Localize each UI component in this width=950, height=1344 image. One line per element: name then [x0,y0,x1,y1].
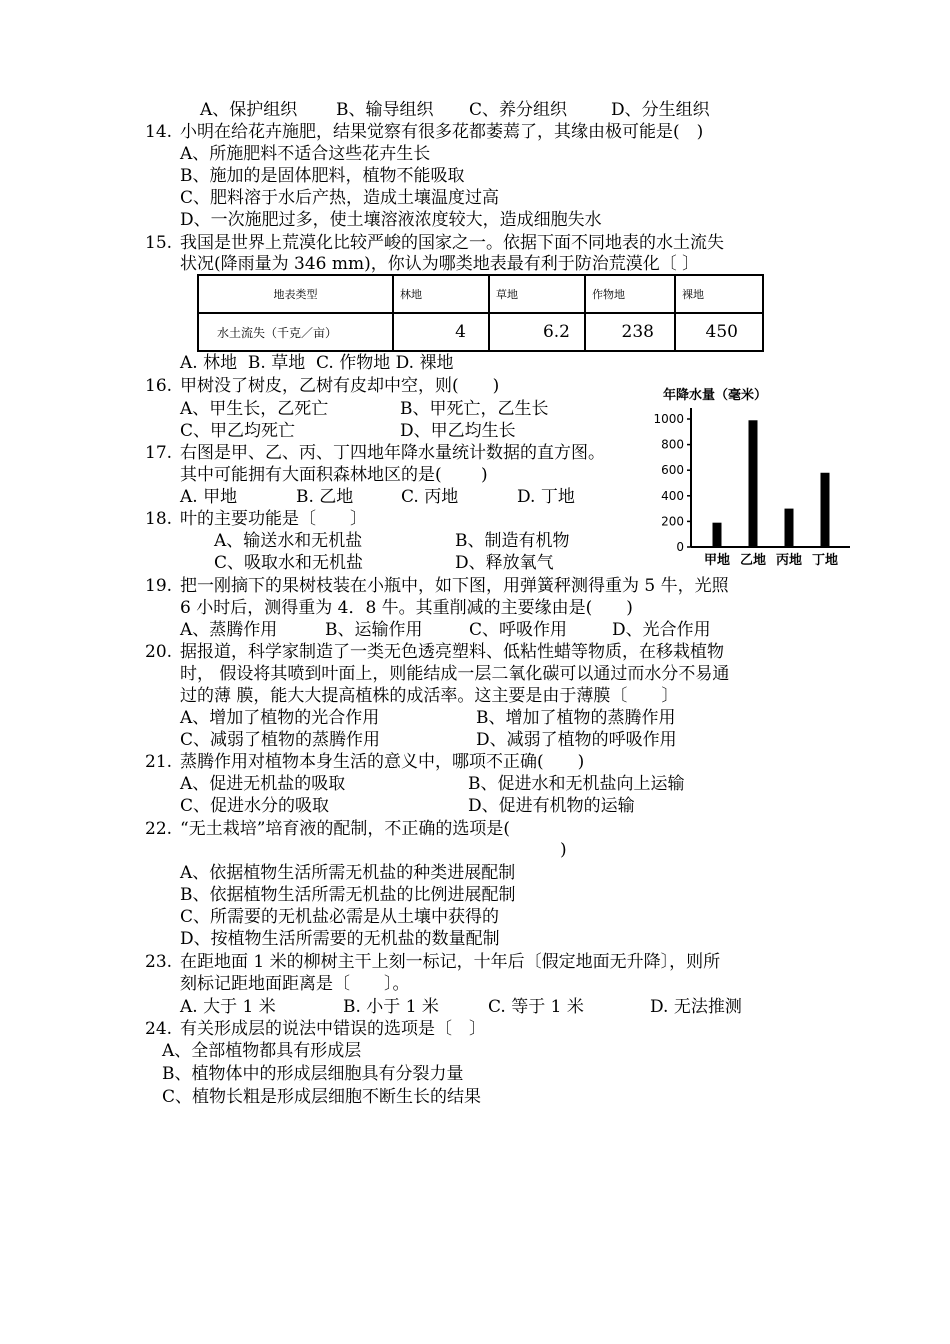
q19-option-a: A、蒸腾作用 [180,620,278,640]
q20-option-b: B、增加了植物的蒸腾作用 [476,708,676,728]
question-23-line2: 刻标记距地面距离是〔 〕。 [180,974,410,994]
chart-title: 年降水量（毫米） [663,388,768,403]
y-tick-label: 600 [661,463,684,478]
q19-option-b: B、运输作用 [325,620,423,640]
q14-option-b: B、施加的是固体肥料，植物不能吸取 [180,166,465,186]
question-23: 23. 在距地面 1 米的柳树主干上刻一标记，十年后〔假定地面无升降〕，则所 [145,952,721,972]
category-label: 丙地 [775,553,803,568]
q21-option-c: C、促进水分的吸取 [180,796,330,816]
q22-option-c: C、所需要的无机盐必需是从土壤中获得的 [180,907,500,927]
table-value-bare: 450 [675,313,763,351]
top-option-d: D、分生组织 [611,100,710,120]
bar-2 [749,420,758,547]
q24-option-b: B、植物体中的形成层细胞具有分裂力量 [162,1064,464,1084]
y-tick-label: 1000 [653,412,684,426]
q20-option-d: D、减弱了植物的呼吸作用 [476,730,677,750]
table-value-forest: 4 [393,313,489,351]
q18-option-a: A、输送水和无机盐 [214,531,363,551]
q14-option-a: A、所施肥料不适合这些花卉生长 [180,144,431,164]
category-label: 甲地 [703,553,731,568]
q14-option-d: D、一次施肥过多，使土壤溶液浓度较大，造成细胞失水 [180,210,602,230]
y-tick-label: 200 [661,514,684,529]
category-label: 乙地 [739,553,767,568]
bar-1 [713,523,722,547]
bar-group [713,420,830,547]
q22-option-b: B、依据植物生活所需无机盐的比例进展配制 [180,885,516,905]
q23-option-c: C. 等于 1 米 [488,997,584,1017]
q22-option-a: A、依据植物生活所需无机盐的种类进展配制 [180,863,516,883]
question-15: 15. 我国是世界上荒漠化比较严峻的国家之一。依据下面不同地表的水土流失 [145,233,724,253]
question-21: 21. 蒸腾作用对植物本身生活的意义中，哪项不正确( ) [145,752,585,772]
question-20-line3: 过的薄 膜，能大大提高植株的成活率。这主要是由于薄膜〔 〕 [180,686,679,706]
q21-option-a: A、促进无机盐的吸取 [180,774,346,794]
table-value-crop: 238 [585,313,675,351]
table-header-forest: 林地 [393,275,489,313]
table-header-type: 地表类型 [198,275,393,313]
q24-option-c: C、植物长粗是形成层细胞不断生长的结果 [162,1087,482,1107]
q23-option-b: B. 小于 1 米 [343,997,439,1017]
q21-option-b: B、促进水和无机盐向上运输 [468,774,685,794]
table-header-bare: 裸地 [675,275,763,313]
y-tick-label: 0 [676,540,684,554]
q17-option-a: A. 甲地 [180,487,238,507]
precipitation-chart [645,384,855,574]
bar-3 [785,509,794,547]
table-row-label: 水土流失（千克／亩） [198,313,393,351]
q17-option-d: D. 丁地 [517,487,575,507]
question-22-paren: ) [560,840,567,860]
q22-option-d: D、按植物生活所需要的无机盐的数量配制 [180,929,500,949]
table-header-crop: 作物地 [585,275,675,313]
q23-option-d: D. 无法推测 [650,997,742,1017]
top-option-a: A、保护组织 [200,100,298,120]
q20-option-a: A、增加了植物的光合作用 [180,708,380,728]
q19-option-c: C、呼吸作用 [469,620,568,640]
question-17-line2: 其中可能拥有大面积森林地区的是( ) [180,465,488,485]
q16-option-c: C、甲乙均死亡 [180,421,296,441]
category-label: 丁地 [811,553,839,568]
top-option-c: C、养分组织 [469,100,568,120]
q21-option-d: D、促进有机物的运输 [468,796,635,816]
question-14: 14. 小明在给花卉施肥，结果觉察有很多花都萎蔫了，其缘由极可能是( ) [145,122,704,142]
table-header-grass: 草地 [489,275,585,313]
question-16: 16. 甲树没了树皮，乙树有皮却中空，则( ) [145,376,500,396]
y-tick-label: 400 [661,488,684,503]
question-20: 20. 据报道，科学家制造了一类无色透亮塑料、低粘性蜡等物质，在移栽植物 [145,642,724,662]
q15-options: A. 林地 B. 草地 C. 作物地 D. 裸地 [180,353,454,373]
soil-erosion-table [197,274,764,352]
question-18: 18. 叶的主要功能是〔 〕 [145,509,367,529]
q19-option-d: D、光合作用 [612,620,711,640]
question-24: 24. 有关形成层的说法中错误的选项是〔 〕 [145,1019,486,1039]
q17-option-b: B. 乙地 [296,487,354,507]
q14-option-c: C、肥料溶于水后产热，造成土壤温度过高 [180,188,500,208]
q23-option-a: A. 大于 1 米 [180,997,276,1017]
y-tick-label: 800 [661,437,684,452]
question-15-line2: 状况(降雨量为 346 mm)，你认为哪类地表最有利于防治荒漠化〔 〕 [180,254,700,274]
category-label-group [704,552,838,568]
question-20-line2: 时， 假设将其喷到叶面上，则能结成一层二氧化碳可以通过而水分不易通 [180,664,730,684]
q16-option-b: B、甲死亡，乙生长 [400,399,549,419]
question-19-line2: 6 小时后，测得重为 4．8 牛。其重削减的主要缘由是( ) [180,598,633,618]
q18-option-c: C、吸取水和无机盐 [214,553,364,573]
q16-option-a: A、甲生长，乙死亡 [180,399,329,419]
top-option-b: B、输导组织 [336,100,434,120]
question-22: 22. “无土栽培”培育液的配制，不正确的选项是( [145,819,511,839]
bar-4 [821,473,830,547]
question-17: 17. 右图是甲、乙、丙、丁四地年降水量统计数据的直方图。 [145,443,605,463]
q17-option-c: C. 丙地 [401,487,459,507]
q20-option-c: C、减弱了植物的蒸腾作用 [180,730,381,750]
question-19: 19. 把一刚摘下的果树枝装在小瓶中，如下图，用弹簧秤测得重为 5 牛，光照 [145,576,729,596]
y-tick-group [653,412,691,554]
table-value-grass: 6.2 [489,313,585,351]
q16-option-d: D、甲乙均生长 [400,421,516,441]
q24-option-a: A、全部植物都具有形成层 [162,1041,362,1061]
q18-option-b: B、制造有机物 [455,531,570,551]
q18-option-d: D、释放氧气 [455,553,554,573]
